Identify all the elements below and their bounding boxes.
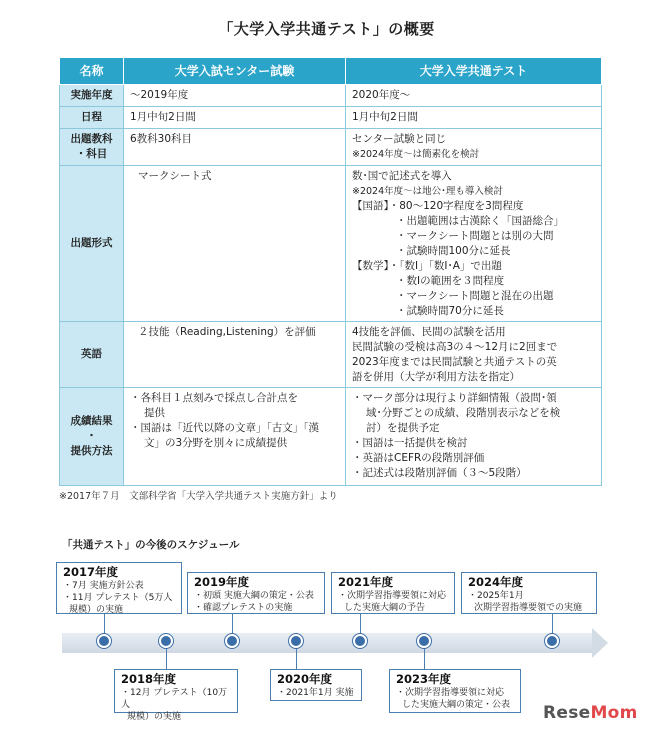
col-header-kyotsu: 大学入学共通テスト [346, 58, 602, 85]
table-row-english [60, 322, 602, 388]
cell-center-subjects: 6教科30科目 [124, 129, 346, 166]
timeline-dot-2019 [225, 634, 239, 648]
cell-kyotsu-year: 2020年度～ [346, 85, 602, 107]
row-label-english: 英語 [60, 322, 124, 388]
resemom-logo [543, 703, 638, 723]
page-title: 「大学入学共通テスト」の概要 [218, 20, 435, 38]
row-label-format: 出題形式 [60, 166, 124, 322]
table-row-date [60, 107, 602, 129]
format-line: ・マークシート問題と混在の出題 [396, 290, 554, 302]
schedule-box-2019 [187, 572, 325, 614]
connector-2024 [552, 614, 553, 636]
cell-center-results [124, 388, 346, 486]
results-center-line: 文」の3分野を別々に成績提供 [144, 437, 288, 449]
schedule-text: ・12月 プレテスト（10万人 [121, 688, 228, 710]
format-line: 【国語】・80～120字程度を3問程度 [352, 200, 524, 212]
source-note: ※2017年７月 文部科学省「大学入学共通テスト実施方針」より [59, 491, 338, 502]
format-line: 【数学】・「数Ⅰ」「数Ⅰ･A」で出題 [352, 260, 502, 272]
logo-part-2: Mom [590, 703, 638, 723]
schedule-text: 規模）の実施 [127, 712, 182, 722]
row-label-results-line-1: 成績結果 [70, 415, 113, 427]
schedule-text: ・確認プレテストの実施 [194, 603, 293, 613]
schedule-box-2020 [270, 669, 362, 701]
schedule-year-2017: 2017年度 [63, 565, 119, 579]
cell-center-format [124, 166, 346, 322]
table-row-results [60, 388, 602, 486]
results-center-line: ・国語は「近代以降の文章」「古文」「漢 [130, 422, 319, 434]
row-label-subjects-line-1: 出題教科 [70, 133, 113, 145]
english-line: 2023年度までは民間試験と共通テストの英 [352, 356, 557, 368]
format-line: ・試験時間100分に延長 [396, 245, 511, 257]
overview-table [59, 57, 602, 486]
english-line: 語を併用（大学が利用方法を指定） [352, 371, 520, 383]
cell-center-date: 1月中旬2日間 [124, 107, 346, 129]
timeline-dot-2017 [97, 634, 111, 648]
schedule-year-2019: 2019年度 [194, 575, 250, 589]
results-kyotsu-line: ・マーク部分は現行より詳細情報（設問･領 [352, 392, 557, 404]
connector-2018 [166, 647, 167, 669]
results-center-line: 提供 [144, 407, 165, 419]
cell-kyotsu-subjects [346, 129, 602, 166]
timeline-dot-2018 [159, 634, 173, 648]
format-line: ※2024年度～は地公･理も導入検討 [352, 186, 503, 197]
schedule-box-2017 [56, 562, 182, 614]
connector-2020 [296, 647, 297, 669]
cell-kyotsu-date: 1月中旬2日間 [346, 107, 602, 129]
results-kyotsu-line: 域･分野ごとの成績、段階別表示などを検 [366, 407, 561, 419]
timeline-dot-2023 [417, 634, 431, 648]
cell-kyotsu-format [346, 166, 602, 322]
col-header-center: 大学入試センター試験 [124, 58, 346, 85]
row-label-year: 実施年度 [60, 85, 124, 107]
cell-center-english [124, 322, 346, 388]
connector-2023 [424, 647, 425, 669]
schedule-text: ・初頭 実施大綱の策定・公表 [194, 591, 314, 601]
schedule-text: した実施大綱の策定・公表 [402, 700, 511, 710]
row-label-subjects-line-2: ・科目 [75, 148, 108, 160]
cell-kyotsu-results [346, 388, 602, 486]
table-row-format [60, 166, 602, 322]
results-center-line: ・各科目１点刻みで採点し合計点を [130, 392, 298, 404]
timeline-dot-2020 [289, 634, 303, 648]
schedule-text: ・11月 プレテスト（5万人 [63, 593, 173, 603]
cell-kyotsu-english [346, 322, 602, 388]
schedule-text: ・次期学習指導要領に対応 [338, 591, 447, 601]
row-label-subjects [60, 129, 124, 166]
schedule-year-2024: 2024年度 [468, 575, 524, 589]
results-kyotsu-line: ・国語は一括提供を検討 [352, 437, 468, 449]
schedule-box-2023 [389, 669, 521, 713]
connector-2019 [232, 614, 233, 636]
cell-kyotsu-subjects-line-1: センター試験と同じ [352, 133, 447, 145]
row-label-results [60, 388, 124, 486]
table-row-subjects [60, 129, 602, 166]
schedule-year-2023: 2023年度 [396, 672, 452, 686]
format-line: ・出題範囲は古漢除く「国語総合」 [396, 215, 564, 227]
col-header-name: 名称 [60, 58, 124, 85]
schedule-text: ・2021年1月 実施 [277, 688, 354, 698]
results-kyotsu-line: ・英語はCEFRの段階別評価 [352, 452, 485, 464]
cell-center-format-text: マークシート式 [138, 170, 212, 182]
cell-center-english-text: ２技能（Reading,Listening）を評価 [138, 326, 316, 338]
connector-2017 [104, 614, 105, 636]
table-row-year [60, 85, 602, 107]
format-line: ・マークシート問題とは別の大問 [396, 230, 554, 242]
logo-part-1: Rese [543, 703, 591, 723]
row-label-results-line-2: ・ [86, 430, 97, 442]
format-line: ・数Ⅰの範囲を３問程度 [396, 275, 505, 287]
table-header-row [60, 58, 602, 85]
english-line: 民間試験の受検は高3の４～12月に2回まで [352, 341, 558, 353]
schedule-year-2021: 2021年度 [338, 575, 394, 589]
schedule-text: 次期学習指導要領での実施 [474, 603, 583, 613]
format-line: ・試験時間70分に延長 [396, 305, 504, 317]
schedule-box-2018 [114, 669, 238, 722]
schedule-text: した実施大綱の予告 [344, 603, 426, 613]
schedule-year-2020: 2020年度 [277, 672, 333, 686]
schedule-text: 規模）の実施 [69, 605, 124, 615]
timeline-dot-2024 [545, 634, 559, 648]
results-kyotsu-line: ・記述式は段階別評価（３～5段階） [352, 467, 527, 479]
format-line: 数･国で記述式を導入 [352, 170, 452, 182]
timeline-bar [62, 633, 592, 653]
row-label-date: 日程 [60, 107, 124, 129]
schedule-box-2024 [461, 572, 597, 614]
row-label-results-line-3: 提供方法 [70, 445, 113, 457]
english-line: 4技能を評価、民間の試験を活用 [352, 326, 506, 338]
schedule-year-2018: 2018年度 [121, 672, 177, 686]
connector-2021 [360, 614, 361, 636]
timeline-arrow-icon [592, 628, 608, 658]
schedule-title: 「共通テスト」の今後のスケジュール [62, 539, 240, 551]
schedule-text: ・次期学習指導要領に対応 [396, 688, 505, 698]
results-kyotsu-line: 討）を提供予定 [366, 422, 440, 434]
schedule-box-2021 [331, 572, 455, 614]
cell-kyotsu-subjects-line-2: ※2024年度～は簡素化を検討 [352, 149, 480, 160]
timeline-dot-2021 [353, 634, 367, 648]
cell-center-year: ～2019年度 [124, 85, 346, 107]
schedule-text: ・7月 実施方針公表 [63, 581, 144, 591]
schedule-text: ・2025年1月 [468, 591, 524, 601]
